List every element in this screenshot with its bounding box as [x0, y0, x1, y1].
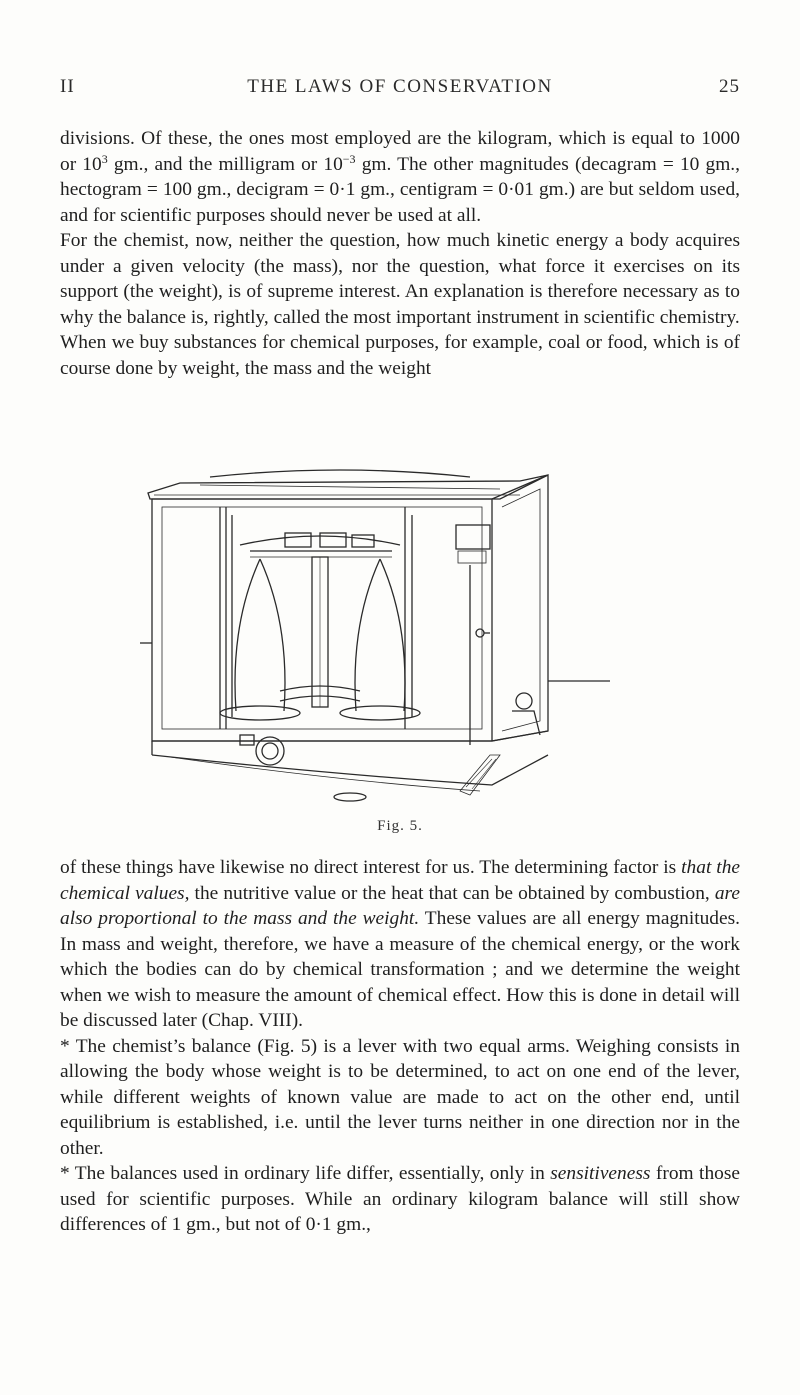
- paragraph-5: * The chemist’s balance (Fig. 5) is a lever with two equal arms. Weighing consists in allowing the body whose weight is to be determined, to act on one end of the lever, while different weights of known value are made to act on the other end, until equilibrium is established, i.e. until the lever turns neither in one direction nor in the other.: [60, 1035, 740, 1159]
- text-run: gm. The other magnitudes (decagram = 10 gm., hectogram = 100 gm., decigram = 0·1 gm., centigram = 0·01 gm.) are but seldom used, and for scientific purposes should never be used at all.: [60, 153, 740, 226]
- running-header: [60, 76, 740, 106]
- text-block-bottom: [60, 855, 740, 1238]
- paragraph-3: When we buy substances for chemical purposes, for example, coal or food, which is of course done by weight, the mass and the weight: [60, 332, 740, 379]
- italic-run: that the chemical values,: [60, 857, 740, 904]
- text-block-top: [60, 126, 740, 381]
- page-number: 25: [719, 76, 740, 97]
- paragraph-2: For the chemist, now, neither the question, how much kinetic energy a body acquires under a given velocity (the mass), nor the question, what force it exercises on its support (the weight), is of supreme interest. An explanation is therefore necessary as to why the balance is, rightly, called the most important instrument in scientific chemistry.: [60, 230, 740, 328]
- running-title: THE LAWS OF CONSERVATION: [247, 76, 553, 97]
- text-run: These values are all energy magnitudes. In mass and weight, therefore, we have a measure of the chemical energy, or the work which the bodies can do by chemical transformation ; and we determine the weight when we wish to measure the amount of chemical effect. How this is done in detail will be discussed later (Chap. VIII).: [60, 908, 740, 1031]
- balance-illustration: [140, 455, 630, 815]
- chapter-number: II: [60, 76, 75, 97]
- text-run: gm., and the milligram or 10: [107, 153, 343, 175]
- text-run: from those used for scientific purposes. While an ordinary kilogram balance will still show differences of 1 gm., but not of 0·1 gm.,: [60, 1163, 740, 1235]
- superscript: 3: [101, 151, 108, 166]
- text-run: of these things have likewise no direct interest for us. The determining factor is: [60, 857, 682, 878]
- text-run: the nutritive value or the heat that can be obtained by combustion,: [189, 882, 715, 904]
- paragraph-4: [60, 855, 740, 1034]
- text-run: divisions. Of these, the ones most employed are the kilogram, which is equal to 1000 or 10: [60, 128, 740, 175]
- italic-run: are also proportional to the mass and the weight.: [60, 882, 740, 929]
- superscript: −3: [342, 151, 356, 166]
- text-run: * The balances used in ordinary life differ, essentially, only in: [60, 1163, 551, 1184]
- figure-caption: Fig. 5.: [377, 818, 423, 834]
- paragraph-6: [60, 1161, 740, 1238]
- paragraph-1: [60, 126, 740, 228]
- italic-run: sensitiveness: [550, 1163, 651, 1184]
